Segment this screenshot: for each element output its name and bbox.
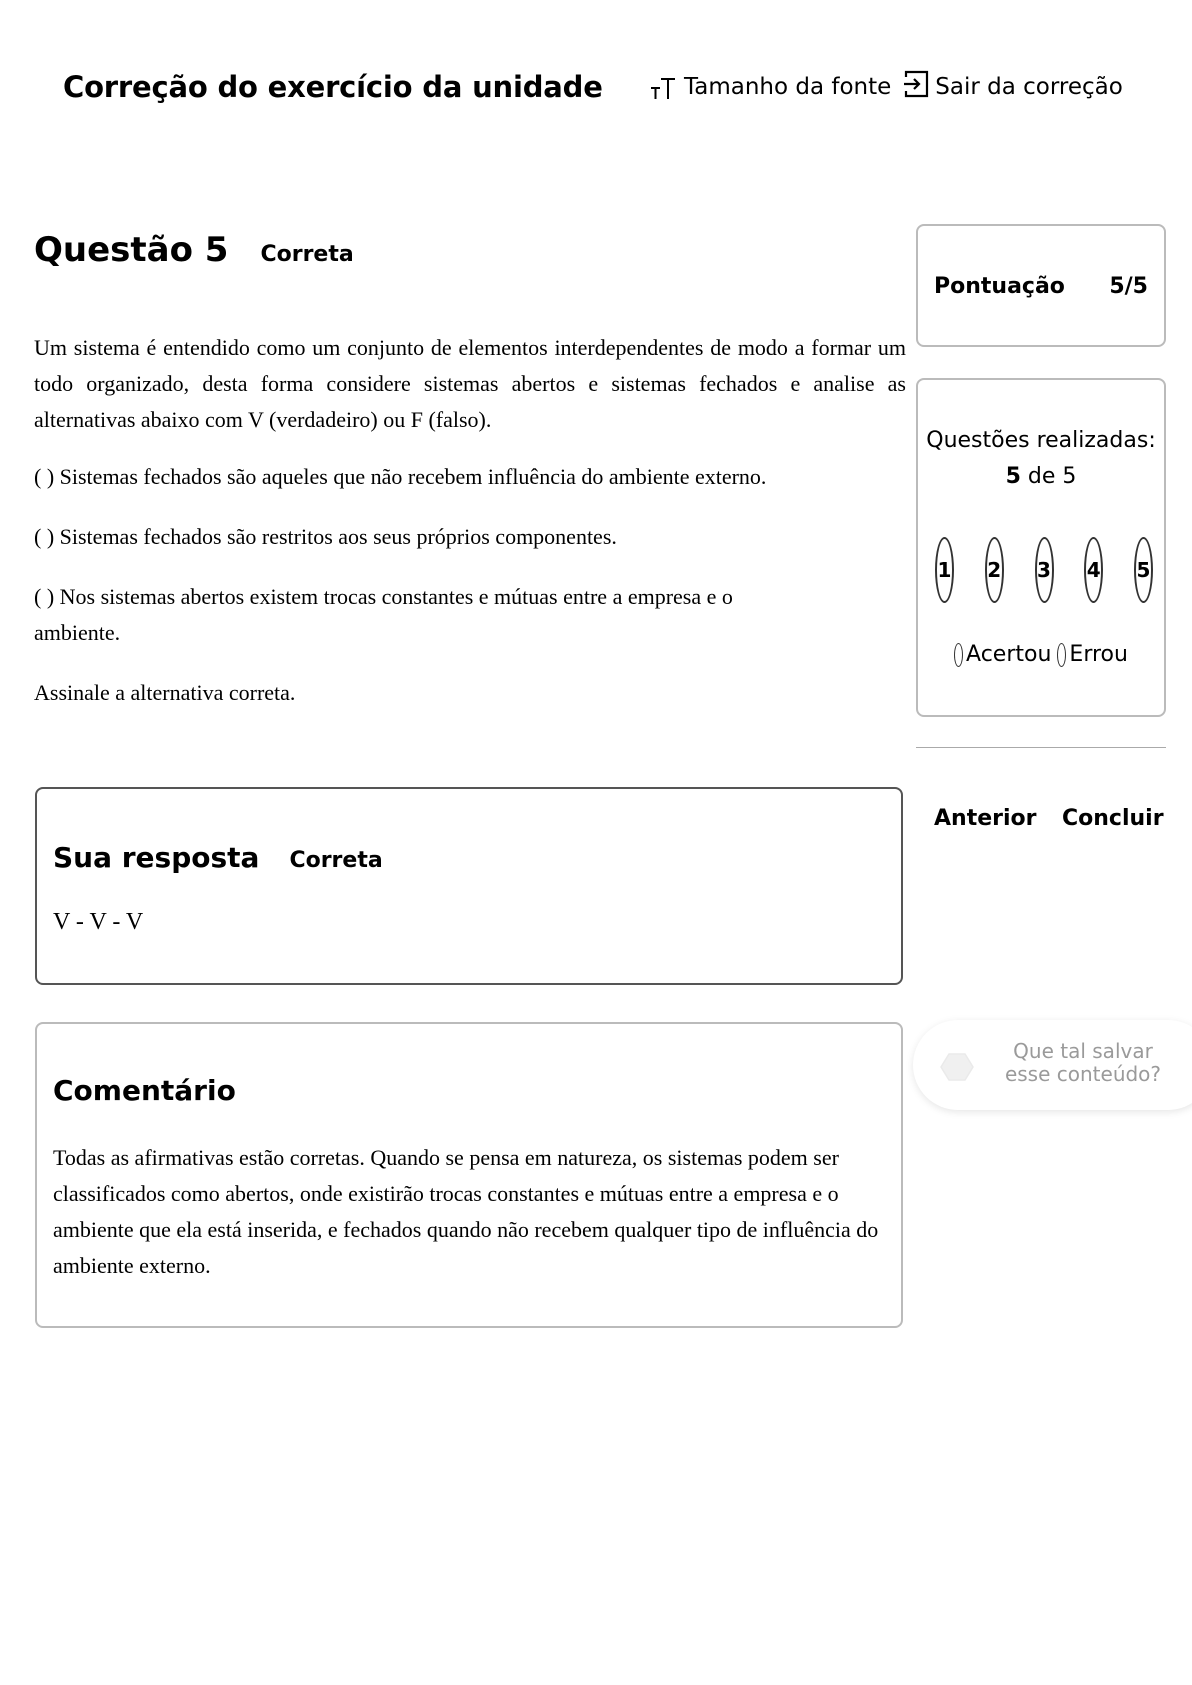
- legend-correct-label: Acertou: [966, 642, 1052, 667]
- font-size-label: Tamanho da fonte: [684, 74, 892, 100]
- statement-1: ( ) Sistemas fechados são aqueles que não recebem influência do ambiente externo.: [34, 464, 767, 489]
- comment-card: [35, 1022, 903, 1328]
- progress-box: [916, 378, 1166, 717]
- progress-done: 5: [1005, 464, 1021, 489]
- question-text: Um sistema é entendido como um conjunto de elementos interdependentes de modo a formar um todo organizado, desta forma considere sistemas abertos e sistemas fechados e analise as alternativas abaixo com V (verdadeiro) ou F (falso).: [34, 335, 906, 432]
- question-pill-5[interactable]: 5: [1134, 537, 1153, 603]
- answer-card: [35, 787, 903, 985]
- legend-wrong: [1057, 642, 1128, 667]
- question-pill-2[interactable]: 2: [985, 537, 1004, 603]
- score-label: Pontuação: [934, 274, 1065, 299]
- statement-3: ( ) Nos sistemas abertos existem trocas constantes e mútuas entre a empresa e o ambiente.: [34, 584, 733, 645]
- sidebar-divider: [916, 747, 1166, 748]
- legend: [918, 642, 1164, 667]
- legend-correct-marker: [954, 643, 963, 667]
- legend-correct: [954, 642, 1051, 667]
- question-pill-3[interactable]: 3: [1035, 537, 1054, 603]
- progress-count: [918, 464, 1164, 489]
- answer-title: Sua resposta: [53, 841, 260, 874]
- previous-button[interactable]: Anterior: [934, 806, 1037, 831]
- question-instruction: Assinale a alternativa correta.: [34, 680, 296, 705]
- page-title: Correção do exercício da unidade: [63, 70, 603, 104]
- save-content-line-2: esse conteúdo?: [1004, 1062, 1162, 1086]
- bookmark-icon: [939, 1052, 975, 1086]
- question-pill-1[interactable]: 1: [935, 537, 954, 603]
- answer-status: Correta: [289, 848, 383, 873]
- save-content-widget[interactable]: [913, 1020, 1192, 1110]
- question-title: Questão 5: [34, 230, 229, 270]
- finish-button[interactable]: Concluir: [1062, 806, 1164, 831]
- legend-wrong-marker: [1057, 643, 1066, 667]
- question-pill-4[interactable]: 4: [1084, 537, 1103, 603]
- progress-label: Questões realizadas:: [926, 428, 1156, 453]
- score-box: [916, 224, 1166, 347]
- comment-title: Comentário: [53, 1074, 236, 1107]
- answer-value: V - V - V: [53, 909, 144, 935]
- save-content-text: [993, 1040, 1173, 1086]
- header-actions: [650, 70, 1123, 104]
- statement-2: ( ) Sistemas fechados são restritos aos seus próprios componentes.: [34, 524, 617, 549]
- comment-text: Todas as afirmativas estão corretas. Quando se pensa em natureza, os sistemas podem ser classificados como abertos, onde existirão trocas constantes e mútuas entre a empresa e o ambiente que ela está inserida, e fechados quando não recebem qualquer tipo de influência do ambiente externo.: [53, 1145, 879, 1278]
- question-navigator: [935, 537, 1153, 603]
- question-header: [34, 230, 354, 270]
- progress-total: de 5: [1027, 464, 1077, 489]
- answer-header: [53, 841, 383, 874]
- font-size-icon: [650, 74, 676, 100]
- comment-header: [53, 1074, 236, 1107]
- question-status: Correta: [260, 242, 354, 267]
- score-value: 5/5: [1109, 274, 1148, 299]
- exit-icon: [903, 70, 929, 104]
- font-size-button[interactable]: [650, 74, 891, 100]
- legend-wrong-label: Errou: [1069, 642, 1128, 667]
- exit-correction-button[interactable]: [903, 70, 1123, 104]
- save-content-line-1: Que tal salvar: [1013, 1039, 1153, 1063]
- exit-correction-label: Sair da correção: [935, 74, 1123, 100]
